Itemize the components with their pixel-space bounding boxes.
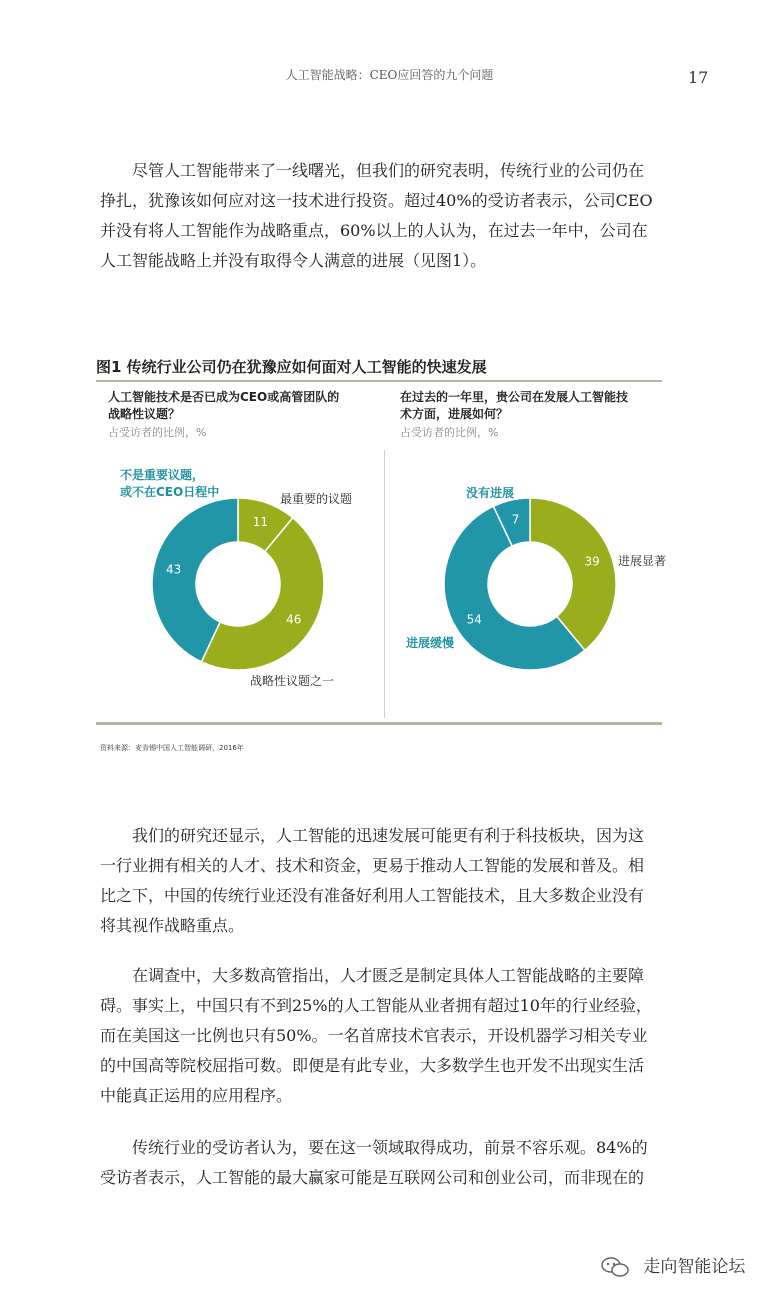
slice-value-label: 39	[584, 554, 600, 569]
text-line: 而在美国这一比例也只有50%。一名首席技术官表示，开设机器学习相关专业	[100, 1026, 648, 1045]
donut-segments	[444, 498, 616, 670]
label-significant-progress: 进展显著	[618, 554, 667, 568]
text-line: 中能真正运用的应用程序。	[100, 1086, 293, 1105]
donut-chart-progress	[440, 494, 620, 674]
watermark	[600, 1252, 745, 1278]
slice-value-label: 11	[252, 514, 268, 529]
figure-top-rule	[96, 380, 662, 382]
label-no-progress: 没有进展	[466, 486, 515, 500]
text-line: 将其视作战略重点。	[100, 916, 245, 935]
text-line: 在调查中，大多数高管指出，人才匮乏是制定具体人工智能战略的主要障	[132, 966, 645, 985]
question-line: 术方面，进展如何？	[400, 407, 509, 421]
figure-title: 图1 传统行业公司仍在犹豫应如何面对人工智能的快速发展	[96, 358, 487, 376]
body-paragraph	[100, 961, 670, 1111]
left-panel-unit: 占受访者的比例，%	[108, 426, 207, 439]
body-paragraph	[100, 821, 670, 941]
wechat-icon	[600, 1256, 630, 1278]
left-panel-question	[108, 389, 339, 423]
text-line: 传统行业的受访者认为，要在这一领域取得成功，前景不容乐观。84%的	[132, 1138, 648, 1157]
right-panel-unit: 占受访者的比例，%	[400, 426, 499, 439]
text-line: 比之下，中国的传统行业还没有准备好利用人工智能技术，且大多数企业没有	[100, 886, 645, 905]
text-line: 挣扎，犹豫该如何应对这一技术进行投资。超过40%的受访者表示，公司CEO	[100, 191, 653, 210]
donut-segments	[152, 498, 324, 670]
figure-bottom-rule	[96, 722, 662, 725]
slice-value-label: 43	[165, 562, 182, 577]
body-paragraph	[100, 1133, 670, 1193]
figure-divider	[384, 450, 385, 718]
question-line: 战略性议题？	[108, 407, 181, 421]
donut-chart-strategic-agenda	[148, 494, 328, 674]
text-line: 的中国高等院校屈指可数。即便是有此专业，大多数学生也开发不出现实生活	[100, 1056, 645, 1075]
label-one-of-strategic: 战略性议题之一	[250, 674, 335, 688]
question-line: 人工智能技术是否已成为CEO或高管团队的	[108, 390, 340, 404]
text-line: 人工智能战略上并没有取得令人满意的进展（见图1）。	[100, 251, 487, 270]
text-line: 尽管人工智能带来了一线曙光，但我们的研究表明，传统行业的公司仍在	[132, 161, 645, 180]
watermark-text: 走向智能论坛	[643, 1257, 746, 1277]
text-line: 受访者表示，人工智能的最大赢家可能是互联网公司和创业公司，而非现在的	[100, 1168, 645, 1187]
text-line: 一行业拥有相关的人才、技术和资金，更易于推动人工智能的发展和普及。相	[100, 856, 645, 875]
slice-value-label: 7	[511, 512, 520, 527]
label-line: 或不在CEO日程中	[120, 485, 220, 499]
right-panel-question	[400, 389, 628, 423]
running-title: 人工智能战略：CEO应回答的九个问题	[285, 68, 494, 82]
label-slow-progress: 进展缓慢	[406, 636, 455, 650]
text-line: 碍。事实上，中国只有不到25%的人工智能从业者拥有超过10年的行业经验，	[100, 996, 652, 1015]
page-number: 17	[688, 68, 709, 87]
question-line: 在过去的一年里，贵公司在发展人工智能技	[400, 390, 629, 404]
intro-paragraph	[100, 156, 670, 276]
slice-value-label: 46	[286, 612, 302, 627]
label-most-important: 最重要的议题	[280, 492, 353, 506]
figure-source: 资料来源：麦肯锡中国人工智能调研，2016年	[100, 744, 244, 752]
label-line: 不是重要议题，	[120, 468, 205, 482]
text-line: 并没有将人工智能作为战略重点，60%以上的人认为，在过去一年中，公司在	[100, 221, 648, 240]
text-line: 我们的研究还显示，人工智能的迅速发展可能更有利于科技板块，因为这	[132, 826, 645, 845]
slice-value-label: 54	[466, 612, 482, 627]
